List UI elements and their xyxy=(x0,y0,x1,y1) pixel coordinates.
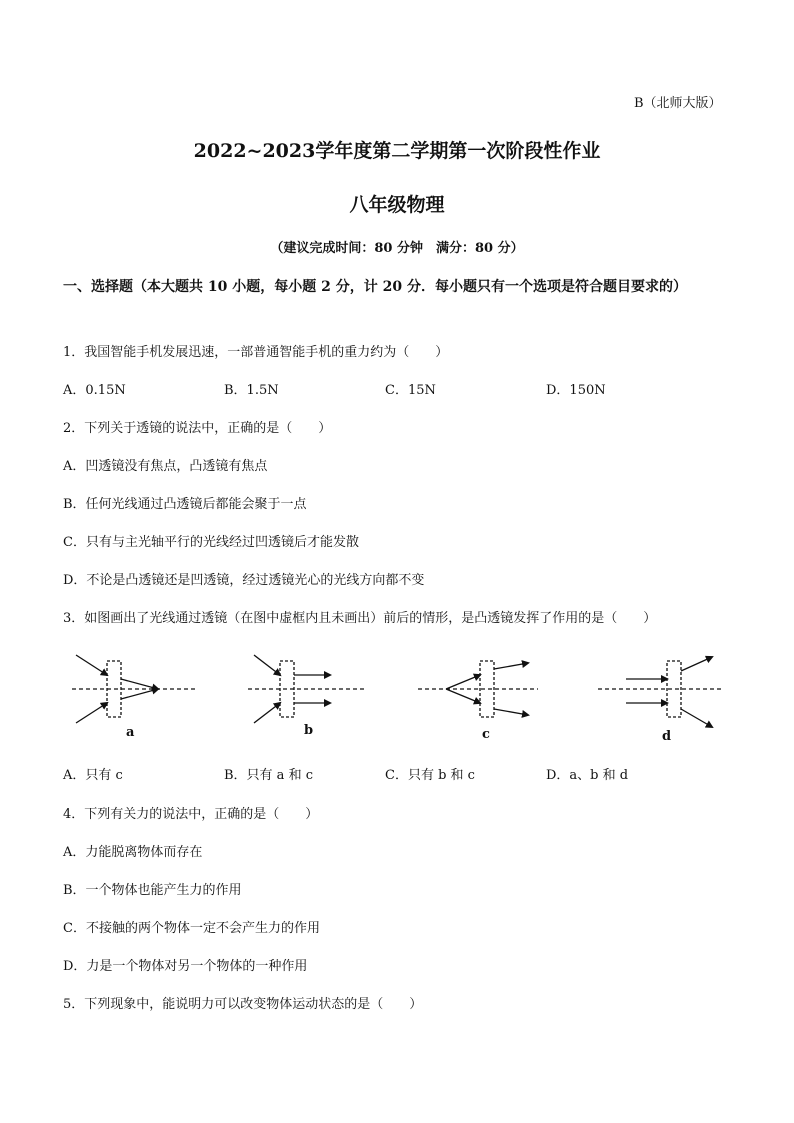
question-2-option-a: A．凹透镜没有焦点，凸透镜有焦点 xyxy=(63,459,268,474)
edition-label: B（北师大版） xyxy=(634,96,722,111)
diagram-d-label: d xyxy=(662,729,672,744)
question-2-stem: 2．下列关于透镜的说法中，正确的是（ ） xyxy=(63,421,332,436)
question-4-option-c: C．不接触的两个物体一定不会产生力的作用 xyxy=(63,921,320,936)
lens-ray-diagrams xyxy=(62,645,732,750)
question-3-option-a: A．只有 c xyxy=(63,768,123,783)
question-1-option-a: A．0.15N xyxy=(63,383,126,398)
question-4-option-a: A．力能脱离物体而存在 xyxy=(63,845,203,860)
question-5-stem: 5．下列现象中，能说明力可以改变物体运动状态的是（ ） xyxy=(63,997,423,1012)
question-4-option-b: B．一个物体也能产生力的作用 xyxy=(63,883,242,898)
section-heading: 一、选择题（本大题共 10 小题，每小题 2 分，计 20 分．每小题只有一个选项是符合题目要求的） xyxy=(63,279,687,295)
question-3-stem: 3．如图画出了光线通过透镜（在图中虚框内且未画出）前后的情形，是凸透镜发挥了作用的是（ ） xyxy=(63,611,657,626)
question-4-stem: 4．下列有关力的说法中，正确的是（ ） xyxy=(63,807,319,822)
document-title: 2022~2023学年度第二学期第一次阶段性作业 xyxy=(193,140,601,162)
diagram-b xyxy=(248,655,367,723)
diagram-a-label: a xyxy=(126,725,135,740)
question-2-option-b: B．任何光线通过凸透镜后都能会聚于一点 xyxy=(63,497,307,512)
question-3-option-c: C．只有 b 和 c xyxy=(385,768,475,783)
question-1-option-c: C．15N xyxy=(385,383,436,398)
question-1-stem: 1．我国智能手机发展迅速，一部普通智能手机的重力约为（ ） xyxy=(63,345,449,360)
question-2-option-c: C．只有与主光轴平行的光线经过凹透镜后才能发散 xyxy=(63,535,359,550)
diagram-c-label: c xyxy=(482,727,490,742)
question-3-option-b: B．只有 a 和 c xyxy=(224,768,313,783)
question-1-option-b: B．1.5N xyxy=(224,383,279,398)
diagram-a xyxy=(72,655,197,723)
diagram-b-label: b xyxy=(304,723,314,738)
lens-ray-diagram-svg xyxy=(62,645,732,750)
question-1-option-d: D．150N xyxy=(546,383,606,398)
question-3-option-d: D．a、b 和 d xyxy=(546,768,629,783)
diagram-c xyxy=(418,661,538,717)
time-and-score-note: （建议完成时间：80 分钟 满分：80 分） xyxy=(270,241,524,256)
question-2-option-d: D．不论是凸透镜还是凹透镜，经过透镜光心的光线方向都不变 xyxy=(63,573,425,588)
question-4-option-d: D．力是一个物体对另一个物体的一种作用 xyxy=(63,959,308,974)
diagram-d xyxy=(598,657,724,727)
document-subtitle: 八年级物理 xyxy=(349,194,445,216)
